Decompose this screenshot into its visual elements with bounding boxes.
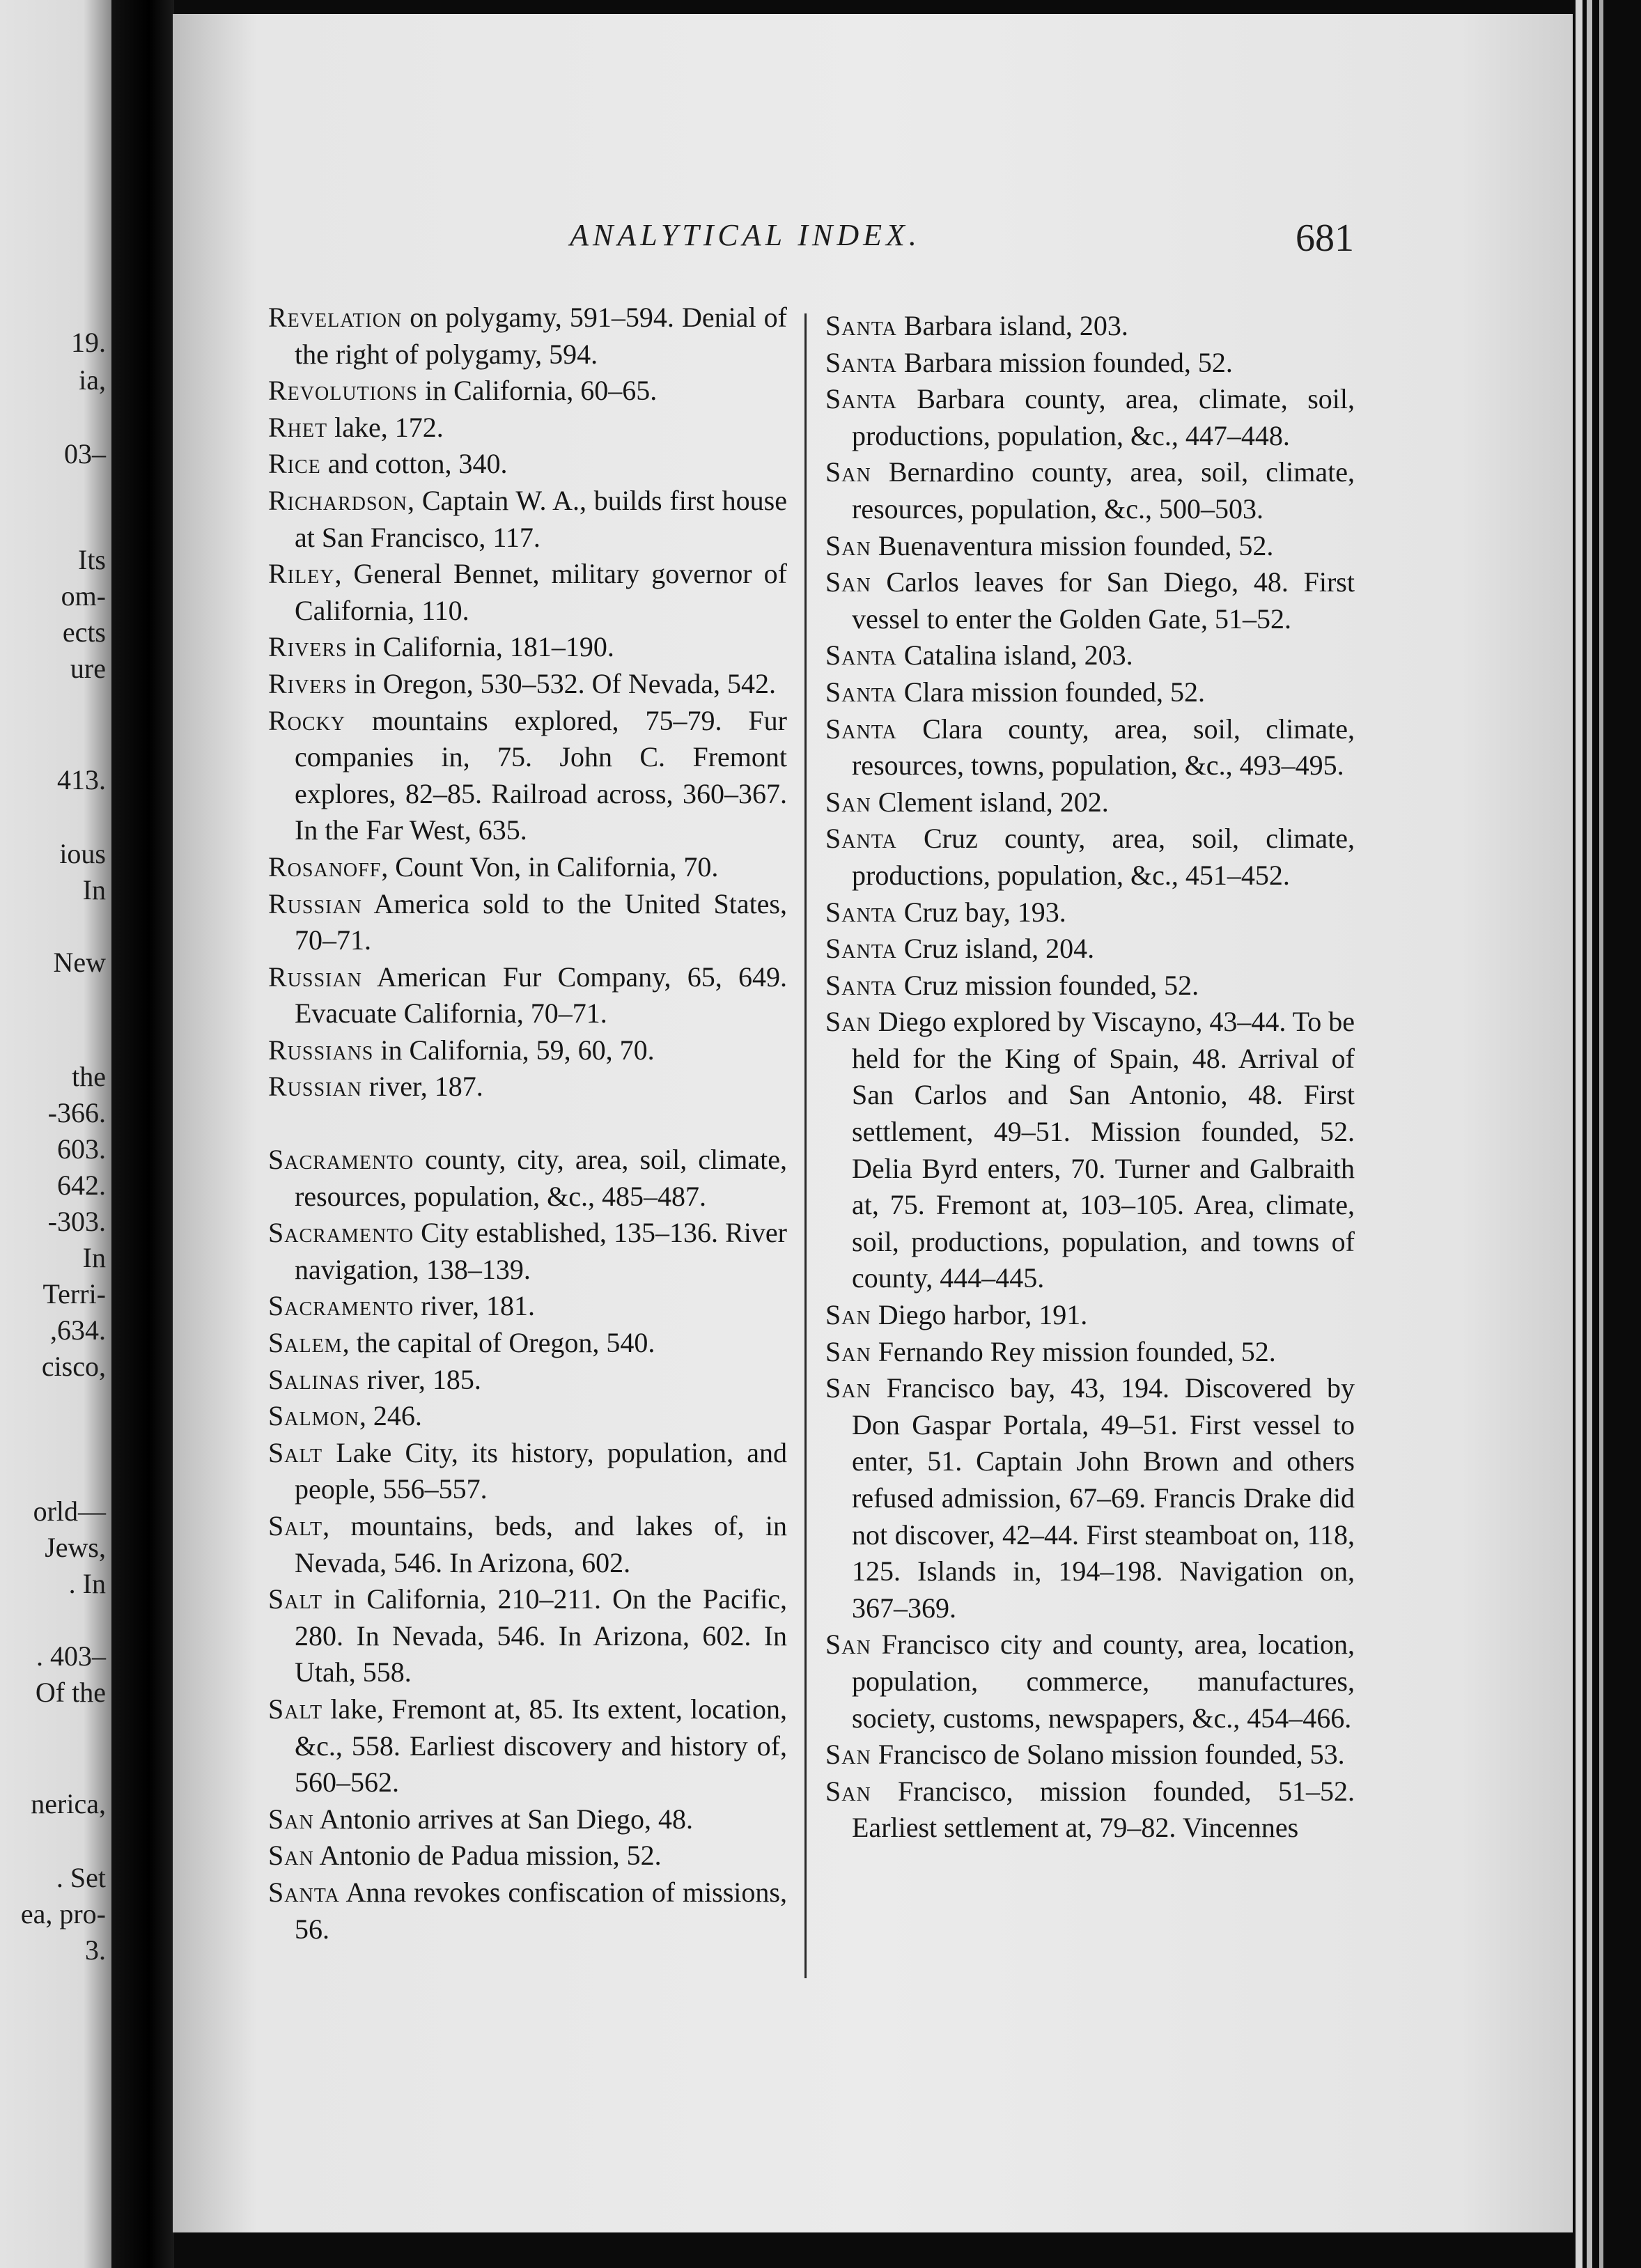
index-entry (825, 784, 1355, 821)
index-entry-heading: Santa (825, 933, 897, 965)
index-entry (825, 308, 1355, 345)
index-entry-text: Cruz bay, 193. (896, 896, 1066, 928)
index-entry-heading: Santa (825, 896, 897, 928)
index-entry-text: in California, 60–65. (418, 375, 658, 407)
index-entry (268, 666, 787, 703)
letter-section-gap (268, 1105, 787, 1142)
index-entry (268, 446, 787, 483)
index-entry-heading: Sacramento (268, 1290, 414, 1322)
facing-page-text-fragment: Its (78, 544, 106, 575)
index-entry-heading: Santa (825, 639, 897, 671)
index-entry-text: , Captain W. A., builds first house at San Francisco, 117. (295, 484, 787, 553)
index-entry-text: Lake City, its history, population, and people, 556–557. (295, 1436, 787, 1505)
index-entry (268, 1508, 787, 1581)
index-entry (825, 1334, 1355, 1371)
facing-page-text-fragment: In (82, 1242, 106, 1273)
index-entry-text: Fernando Rey mission founded, 52. (871, 1335, 1276, 1367)
facing-page-text-fragment: orld— (33, 1496, 106, 1527)
facing-page-text-fragment: ure (70, 653, 106, 684)
index-entry-text: Diego explored by Viscayno, 43–44. To be held for the King of Spain, 48. Arrival of San Carlos and San Antonio, 48. First settlement, 49–51. Mission founded, 52. Delia Byrd enters, 70. Turner and Galbraith at, 75. Fremont at, 103–105. Area, climate, soil, productions, population, and towns of county, 444–445. (852, 1006, 1355, 1294)
index-entry (268, 1325, 787, 1362)
index-entry-text: Francisco, mission founded, 51–52. Earliest settlement at, 79–82. Vincennes (852, 1775, 1355, 1844)
facing-page-text-fragment: om- (61, 580, 106, 612)
index-entry-text: river, 187. (361, 1071, 483, 1103)
index-entry-heading: Salt (268, 1693, 323, 1725)
index-entry (268, 410, 787, 446)
book-gutter (111, 0, 174, 2268)
index-entry (825, 564, 1355, 637)
index-entry-heading: Richardson (268, 484, 408, 516)
index-entry-text: Francisco city and county, area, location, population, commerce, manufactures, society, customs, newspapers, &c., 454–466. (852, 1629, 1355, 1734)
index-entry-heading: Sacramento (268, 1144, 414, 1176)
index-entry-heading: Rivers (268, 631, 348, 663)
facing-page-text-fragment: 603. (57, 1133, 106, 1165)
index-entry-text: , 246. (359, 1400, 422, 1432)
index-entry-text: Bernardino county, area, soil, climate, resources, population, &c., 500–503. (852, 456, 1355, 525)
index-entry-text: county, city, area, soil, climate, resources, population, &c., 485–487. (295, 1144, 787, 1212)
index-entry (268, 703, 787, 849)
index-entry-text: , mountains, beds, and lakes of, in Nevada, 546. In Arizona, 602. (295, 1510, 787, 1578)
index-entry-text: in Oregon, 530–532. Of Nevada, 542. (347, 667, 777, 699)
index-entry-text: Buenaventura mission founded, 52. (871, 529, 1274, 561)
index-entry (825, 968, 1355, 1004)
facing-page-fragment (0, 0, 111, 2268)
index-entry (825, 894, 1355, 931)
index-entry-text: Carlos leaves for San Diego, 48. First vessel to enter the Golden Gate, 51–52. (852, 566, 1355, 635)
index-entry-text: Antonio de Padua mission, 52. (313, 1840, 662, 1872)
index-entry-heading: Santa (825, 713, 897, 745)
facing-page-text-fragment: cisco, (41, 1351, 106, 1382)
facing-page-text-fragment: ,634. (50, 1314, 106, 1346)
index-entry-text: , Count Von, in California, 70. (381, 850, 719, 883)
facing-page-text-fragment: 3. (85, 1934, 106, 1966)
index-entry (268, 1215, 787, 1288)
facing-page-text-fragment: Terri- (42, 1278, 106, 1310)
index-entry-text: American Fur Company, 65, 649. Evacuate California, 70–71. (295, 961, 787, 1030)
index-entry-text: in California, 210–211. On the Pacific, 280. In Nevada, 546. In Arizona, 602. In Utah, 558. (295, 1583, 787, 1688)
index-entry-text: America sold to the United States, 70–71. (295, 887, 787, 956)
index-entry (825, 381, 1355, 454)
index-entry-text: Barbara island, 203. (896, 310, 1128, 341)
index-entry (268, 886, 787, 959)
index-entry-heading: San (825, 1006, 871, 1038)
index-entry (268, 1032, 787, 1069)
index-entry-heading: Santa (825, 969, 897, 1001)
index-entry-heading: Rivers (268, 667, 348, 699)
index-entry-heading: Salmon (268, 1400, 359, 1432)
index-entry-heading: Santa (825, 310, 897, 341)
index-entry (825, 674, 1355, 711)
page-edge-strip (1587, 0, 1592, 2268)
index-entry-text: Barbara mission founded, 52. (896, 346, 1233, 378)
index-entry (268, 1691, 787, 1801)
index-entry (268, 1362, 787, 1399)
index-entry (825, 1004, 1355, 1297)
index-entry-heading: Rosanoff (268, 850, 382, 883)
index-entry-heading: Russian (268, 887, 362, 919)
facing-page-text-fragment: . 403– (36, 1640, 106, 1672)
facing-page-text-fragment: 19. (71, 327, 106, 358)
index-entry (268, 1581, 787, 1691)
index-entry-heading: San (825, 1739, 871, 1771)
index-entry-heading: Salem (268, 1327, 343, 1359)
index-entry-heading: Santa (825, 383, 897, 415)
index-entry (268, 959, 787, 1032)
index-entry-heading: Riley (268, 558, 335, 590)
index-entry-heading: Russians (268, 1034, 374, 1066)
index-entry-heading: Santa (825, 346, 897, 378)
index-entry (268, 1398, 787, 1435)
facing-page-text-fragment: Jews, (45, 1532, 106, 1563)
index-entry-text: Antonio arrives at San Diego, 48. (313, 1803, 694, 1835)
index-entry-heading: San (825, 1335, 871, 1367)
index-entry-heading: Rhet (268, 411, 328, 443)
index-column-right (825, 308, 1355, 1847)
facing-page-text-fragment: 413. (57, 764, 106, 795)
facing-page-text-fragment: Of the (35, 1677, 106, 1708)
page-number: 681 (1296, 217, 1354, 260)
index-entry-heading: Rocky (268, 704, 346, 736)
index-entry-text: City established, 135–136. River navigation, 138–139. (295, 1217, 787, 1285)
index-entry-text: Anna revokes confiscation of missions, 56. (295, 1876, 787, 1945)
index-entry-text: Francisco bay, 43, 194. Discovered by Don Gaspar Portala, 49–51. First vessel to enter, 51. Captain John Brown and others refused admission, 67–69. Francis Drake did not discover, 42–44. First steamboat on, 118, 125. Islands in, 194–198. Navigation on, 367–369. (852, 1372, 1355, 1624)
index-entry (825, 821, 1355, 894)
index-entry (268, 1435, 787, 1508)
index-entry (268, 1288, 787, 1325)
index-entry (825, 637, 1355, 674)
index-entry (825, 931, 1355, 968)
index-entry-heading: Salt (268, 1510, 323, 1541)
index-entry-text: on polygamy, 591–594. Denial of the right of polygamy, 594. (295, 302, 787, 370)
index-entry-text: Barbara county, area, climate, soil, productions, population, &c., 447–448. (852, 383, 1355, 451)
facing-page-text-fragment: ious (59, 838, 106, 869)
index-entry-text: Clement island, 202. (871, 786, 1109, 818)
index-entry-text: lake, Fremont at, 85. Its extent, location, &c., 558. Earliest discovery and history of, 560–562. (295, 1693, 787, 1799)
column-divider (804, 313, 807, 1978)
index-entry (268, 300, 787, 373)
facing-page-text-fragment: the (72, 1061, 106, 1092)
facing-page-text-fragment: New (53, 947, 106, 978)
facing-page-text-fragment: ea, pro- (20, 1898, 106, 1929)
index-entry-heading: Santa (825, 676, 897, 708)
index-entry-text: Cruz mission founded, 52. (896, 969, 1199, 1001)
index-entry-text: river, 181. (414, 1290, 535, 1322)
index-entry-text: lake, 172. (327, 411, 444, 443)
index-entry-text: Cruz county, area, soil, climate, productions, population, &c., 451–452. (852, 823, 1355, 891)
index-entry-heading: Santa (268, 1876, 340, 1908)
index-column-left (268, 300, 787, 1948)
index-entry-heading: San (825, 1775, 871, 1807)
index-entry-text: in California, 181–190. (347, 631, 614, 663)
page-edge-strip (1599, 0, 1603, 2268)
facing-page-text-fragment: . In (68, 1568, 106, 1599)
facing-page-text-fragment: -303. (47, 1206, 106, 1237)
index-entry-heading: Revolutions (268, 375, 418, 407)
index-entry-text: and cotton, 340. (320, 448, 508, 480)
index-entry (825, 1626, 1355, 1737)
facing-page-text-fragment: -366. (47, 1097, 106, 1128)
index-entry (825, 1773, 1355, 1847)
index-entry-heading: San (825, 786, 871, 818)
index-entry (825, 711, 1355, 784)
facing-page-text-fragment: In (82, 874, 106, 906)
index-entry-text: Cruz island, 204. (896, 933, 1095, 965)
index-entry (268, 1142, 787, 1215)
facing-page-text-fragment: 642. (57, 1170, 106, 1201)
index-entry-heading: Salinas (268, 1363, 360, 1395)
index-entry (825, 345, 1355, 382)
index-entry-heading: San (825, 456, 871, 488)
index-entry-heading: San (825, 1299, 871, 1331)
facing-page-text-fragment: 03– (64, 438, 106, 469)
index-entry (268, 629, 787, 666)
index-entry-heading: Salt (268, 1583, 323, 1615)
index-entry (268, 1874, 787, 1948)
index-entry-text: mountains explored, 75–79. Fur companies in, 75. John C. Fremont explores, 82–85. Railroad across, 360–367. In the Far West, 635. (295, 704, 787, 846)
index-entry-heading: Salt (268, 1436, 323, 1468)
index-entry-heading: San (825, 566, 871, 598)
index-entry-text: , the capital of Oregon, 540. (342, 1327, 655, 1359)
index-entry-text: Diego harbor, 191. (871, 1299, 1088, 1331)
index-entry-text: river, 185. (359, 1363, 481, 1395)
index-entry (268, 1069, 787, 1105)
facing-page-text-fragment: ects (62, 616, 106, 648)
index-entry (268, 556, 787, 629)
index-entry-heading: San (825, 529, 871, 561)
index-entry-heading: San (268, 1803, 314, 1835)
facing-page-text-fragment: nerica, (31, 1788, 106, 1819)
index-entry (268, 849, 787, 886)
index-entry-heading: Revelation (268, 302, 403, 333)
index-entry (268, 1801, 787, 1838)
page-edge-strip (1576, 0, 1582, 2268)
index-entry-heading: Sacramento (268, 1217, 414, 1249)
index-entry-text: Francisco de Solano mission founded, 53. (871, 1739, 1345, 1771)
index-entry-text: Clara mission founded, 52. (896, 676, 1205, 708)
index-entry (825, 1737, 1355, 1773)
index-entry-text: in California, 59, 60, 70. (373, 1034, 655, 1066)
index-entry (268, 373, 787, 410)
index-entry-heading: Russian (268, 961, 362, 993)
index-entry-text: Catalina island, 203. (896, 639, 1133, 671)
index-entry-text: Clara county, area, soil, climate, resources, towns, population, &c., 493–495. (852, 713, 1355, 782)
index-entry-heading: San (825, 1629, 871, 1661)
facing-page-text-fragment: . Set (56, 1862, 106, 1893)
index-entry-text: , General Bennet, military governor of California, 110. (295, 558, 787, 626)
index-entry (825, 454, 1355, 527)
index-entry-heading: San (268, 1840, 314, 1872)
index-entry-heading: Santa (825, 823, 897, 855)
index-entry-heading: San (825, 1372, 871, 1404)
facing-page-text-fragment: ia, (79, 364, 106, 396)
index-entry (825, 528, 1355, 565)
index-entry-heading: Rice (268, 448, 321, 480)
index-entry (825, 1297, 1355, 1334)
index-entry (825, 1370, 1355, 1626)
index-entry (268, 1838, 787, 1874)
running-head: ANALYTICAL INDEX. (570, 218, 921, 252)
index-entry (268, 483, 787, 556)
index-entry-heading: Russian (268, 1071, 362, 1103)
